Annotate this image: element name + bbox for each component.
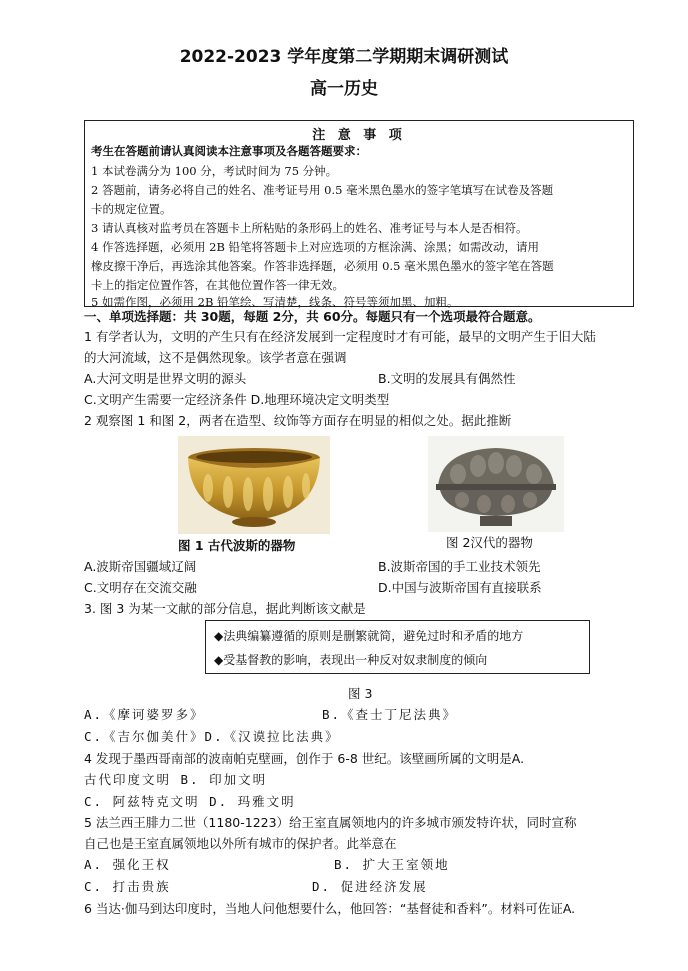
figure-3-box <box>205 620 590 674</box>
notice-line: 卡的规定位置。 <box>91 202 172 216</box>
notice-line: 卡上的指定位置作答，在其他位置作答一律无效。 <box>91 278 344 292</box>
section-heading: 一、单项选择题：共 30题，每题 2分，共 60分。每题只有一个选项最符合题意。 <box>84 309 541 324</box>
figure-1-caption: 图 1 古代波斯的器物 <box>178 538 296 553</box>
q2-option-b: B.波斯帝国的手工业技术领先 <box>378 559 541 574</box>
q5-stem: 自己也是王室直属领地以外所有城市的保护者。此举意在 <box>84 836 397 851</box>
notice-line: 3 请认真核对监考员在答题卡上所粘贴的条形码上的姓名、准考证号与本人是否相符。 <box>91 221 528 235</box>
q4-option-cd: C. 阿兹特克文明 D. 玛雅文明 <box>84 794 296 809</box>
q1-option-b: B.文明的发展具有偶然性 <box>378 371 516 386</box>
q5-option-b: B. 扩大王室领地 <box>334 857 450 872</box>
notice-box <box>84 120 634 307</box>
q5-option-c: C. 打击贵族 <box>84 879 171 894</box>
q1-option-cd: C.文明产生需要一定经济条件 D.地理环境决定文明类型 <box>84 392 390 407</box>
q3-option-cd: C.《吉尔伽美什》D.《汉谟拉比法典》 <box>84 729 340 744</box>
q2-option-a: A.波斯帝国疆域辽阔 <box>84 559 197 574</box>
q3-option-a: A.《摩诃婆罗多》 <box>84 707 205 722</box>
figure-3-line: ◆受基督教的影响，表现出一种反对奴隶制度的倾向 <box>214 653 488 667</box>
q6-stem: 6 当达·伽马到达印度时，当地人问他想要什么，他回答：“基督徒和香料”。材料可佐证A. <box>84 901 576 916</box>
q5-option-d: D. 促进经济发展 <box>312 879 428 894</box>
q5-option-a: A. 强化王权 <box>84 857 171 872</box>
notice-line: 橡皮擦干净后，再选涂其他答案。作答非选择题，必须用 0.5 毫米黑色墨水的签字笔在答题 <box>91 259 554 273</box>
notice-heading: 注 意 事 项 <box>312 128 406 143</box>
q4-stem: 4 发现于墨西哥南部的波南帕克壁画，创作于 6-8 世纪。该壁画所属的文明是A. <box>84 751 525 766</box>
figure-2-caption: 图 2汉代的器物 <box>446 535 533 550</box>
q1-stem: 1 有学者认为，文明的产生只有在经济发展到一定程度时才有可能，最早的文明产生于旧大陆 <box>84 329 596 344</box>
notice-line: 1 本试卷满分为 100 分，考试时间为 75 分钟。 <box>91 164 338 178</box>
q2-stem: 2 观察图 1 和图 2，两者在造型、纹饰等方面存在明显的相似之处。据此推断 <box>84 413 512 428</box>
q4-option-ab: 古代印度文明 B. 印加文明 <box>84 772 268 787</box>
q1-option-a: A.大河文明是世界文明的源头 <box>84 371 247 386</box>
q2-option-c: C.文明存在交流交融 <box>84 580 197 595</box>
exam-subject: 高一历史 <box>310 79 378 99</box>
exam-title: 2022-2023 学年度第二学期期末调研测试 <box>179 47 509 67</box>
q2-option-d: D.中国与波斯帝国有直接联系 <box>378 580 542 595</box>
q5-stem: 5 法兰西王腓力二世（1180-1223）给王室直属领地内的许多城市颁发特许状，同时宣称 <box>84 815 577 830</box>
figure-3-line: ◆法典编纂遵循的原则是删繁就简，避免过时和矛盾的地方 <box>214 629 524 643</box>
notice-line: 4 作答选择题，必须用 2B 铅笔将答题卡上对应选项的方框涂满、涂黑；如需改动，请用 <box>91 240 540 254</box>
figure-1-persian-bowl <box>178 436 330 534</box>
figure-3-caption: 图 3 <box>348 686 373 701</box>
notice-line: 2 答题前，请务必将自己的姓名、准考证号用 0.5 毫米黑色墨水的签字笔填写在试卷及答题 <box>91 183 554 197</box>
q1-stem: 的大河流域，这不是偶然现象。该学者意在强调 <box>84 350 347 365</box>
q3-stem: 3. 图 3 为某一文献的部分信息，据此判断该文献是 <box>84 601 366 616</box>
notice-line: 考生在答题前请认真阅读本注意事项及各题答题要求： <box>91 144 367 158</box>
notice-line: 5 如需作图，必须用 2B 铅笔绘、写清楚，线条、符号等须加黑、加粗。 <box>91 295 459 309</box>
q3-option-b: B.《查士丁尼法典》 <box>322 707 458 722</box>
figure-2-han-vessel <box>428 436 564 532</box>
